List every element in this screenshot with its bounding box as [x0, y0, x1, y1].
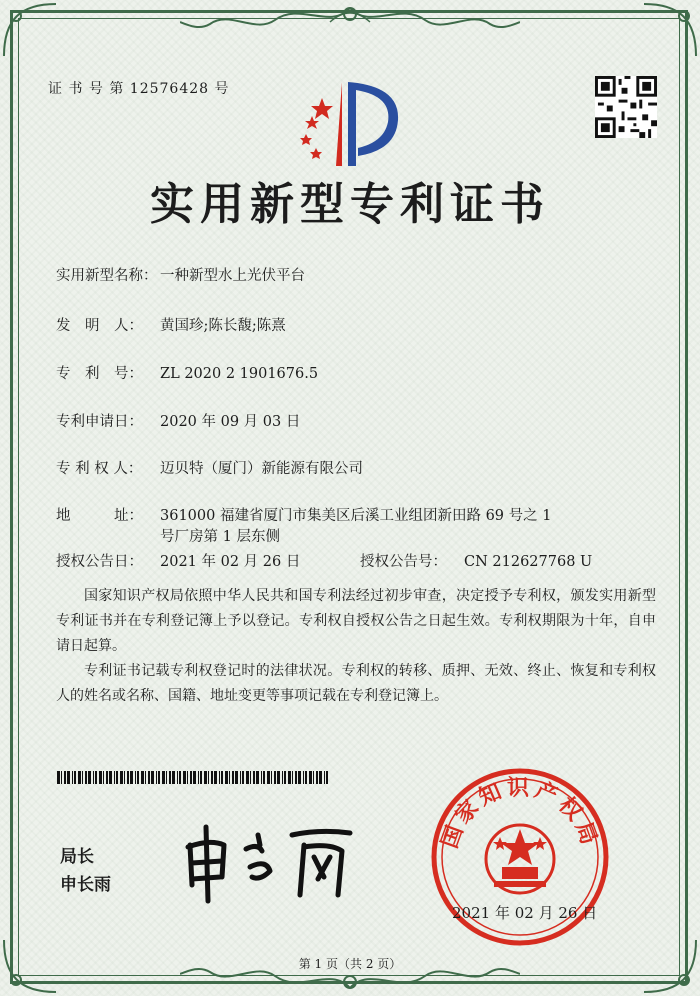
field-label: 发 明 人： — [56, 318, 143, 334]
field-value: CN 212627768 U — [464, 554, 593, 570]
field-utility-model-name — [56, 266, 305, 287]
qr-code-icon — [595, 76, 657, 138]
field-label: 专 利 权 人： — [56, 461, 143, 477]
field-value: 号厂房第 1 层东侧 — [160, 529, 280, 545]
field-label: 授权公告日： — [56, 554, 143, 570]
field-inventors — [56, 316, 286, 337]
seal-date: 2021 年 02 月 26 日 — [452, 904, 598, 922]
field-value: 迈贝特（厦门）新能源有限公司 — [160, 461, 363, 477]
field-label: 地 址： — [56, 508, 143, 524]
cnipa-logo-icon — [292, 76, 412, 168]
chief-name: 申长雨 — [60, 875, 111, 895]
certificate-number: 证 书 号 第 12576428 号 — [48, 81, 230, 97]
field-grant-number — [360, 552, 592, 573]
field-label: 专 利 号： — [56, 366, 143, 382]
field-address-continued — [160, 527, 280, 548]
field-grant-date — [56, 552, 300, 573]
decision-paragraph: 国家知识产权局依照中华人民共和国专利法经过初步审查，决定授予专利权，颁发实用新型专利证书并在专利登记簿上予以登记。专利权自授权公告之日起生效。专利权期限为十年，自申请日起算。 — [56, 588, 656, 654]
chief-title: 局长 — [60, 847, 94, 867]
field-value: ZL 2020 2 1901676.5 — [160, 366, 319, 382]
corner-ornament-tl — [0, 0, 60, 60]
field-label: 实用新型名称： — [56, 268, 158, 284]
field-address — [56, 506, 551, 527]
barcode-icon — [57, 771, 329, 784]
top-ornament — [180, 0, 520, 40]
field-label: 授权公告号： — [360, 554, 447, 570]
field-filing-date — [56, 412, 300, 433]
field-value: 2021 年 02 月 26 日 — [160, 554, 301, 570]
corner-ornament-tr — [640, 0, 700, 60]
certificate-title: 实用新型专利证书 — [150, 179, 550, 230]
handwritten-signature — [180, 815, 370, 905]
seal-text: 国家知识产权局 — [437, 776, 603, 852]
field-value: 2020 年 09 月 03 日 — [160, 414, 301, 430]
field-patent-number — [56, 364, 318, 385]
field-patentee — [56, 459, 363, 480]
legal-status-paragraph: 专利证书记载专利权登记时的法律状况。专利权的转移、质押、无效、终止、恢复和专利权人的姓名或名称、国籍、地址变更等事项记载在专利登记簿上。 — [56, 663, 656, 704]
field-value: 361000 福建省厦门市集美区后溪工业组团新田路 69 号之 1 — [160, 508, 552, 524]
field-label: 专利申请日： — [56, 414, 143, 430]
field-value: 黄国珍;陈长馥;陈熹 — [160, 318, 286, 334]
field-value: 一种新型水上光伏平台 — [160, 268, 305, 284]
page-number: 第 1 页（共 2 页） — [298, 957, 402, 971]
